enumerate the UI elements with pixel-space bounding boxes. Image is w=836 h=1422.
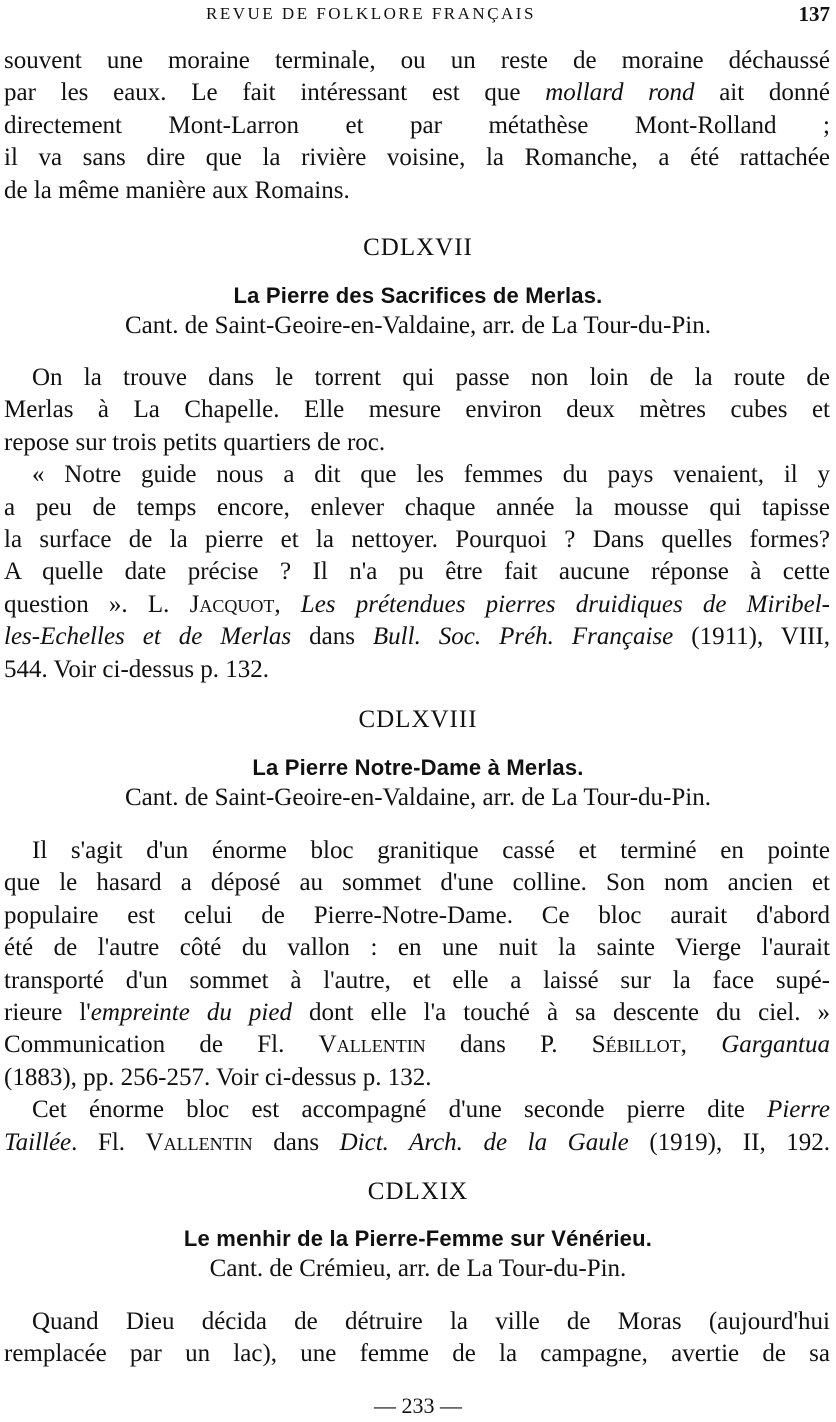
text-line: A quelle date précise ? Il n'a pu être fait aucune réponse à cette [4,558,830,586]
section-numeral-cdlxix: CDLXIX [367,1178,469,1205]
section-body-cdlxvii [4,362,830,686]
text-line: par les eaux. Le fait intéressant est que mollard rond ait donné [4,79,830,107]
italic-term: mollard rond [545,79,695,107]
section-location-cdlxvii: Cant. de Saint-Geoire-en-Valdaine, arr. de La Tour-du-Pin. [125,312,711,339]
text-line: Il s'agit d'un énorme bloc granitique cassé et terminé en pointe [32,837,830,864]
text-line: de la même manière aux Romains. [4,176,350,204]
text-line: Cet énorme bloc est accompagné d'une seconde pierre dite Pierre [32,1096,830,1124]
text-line: « Notre guide nous a dit que les femmes du pays venaient, il y [32,461,830,489]
text-line: Communication de Fl. Vallentin dans P. Sébillot, Gargantua [4,1031,831,1059]
text-line: Taillée. Fl. Vallentin dans Dict. Arch. de la Gaule (1919), II, 192. [4,1128,830,1156]
text-line: Quand Dieu décida de détruire la ville de Moras (aujourd'hui [32,1308,830,1335]
page-header [0,2,836,30]
section-location-cdlxviii: Cant. de Saint-Geoire-en-Valdaine, arr. de La Tour-du-Pin. [125,784,711,811]
text-line: a peu de temps encore, enlever chaque année la mousse qui tapisse [4,493,830,521]
text-line: (1883), pp. 256-257. Voir ci-dessus p. 132. [4,1063,432,1091]
text-line: On la trouve dans le torrent qui passe non loin de la route de [32,364,830,391]
top-page-number: 137 [798,2,830,26]
text-line: que le hasard a déposé au sommet d'une colline. Son nom ancien et [4,869,830,897]
author-name: Jacquot [189,590,275,618]
text-line: question ». L. Jacquot, Les prétendues pierres druidiques de Miribel- [4,590,830,618]
text-line: remplacée par un lac), une femme de la campagne, avertie de sa [4,1340,830,1368]
intro-paragraph [4,45,830,207]
text-line: les-Echelles et de Merlas dans Bull. Soc. Préh. Française (1911), VIII, [4,623,831,651]
text-line: souvent une moraine terminale, ou un reste de moraine déchaussé [4,47,830,74]
section-title-cdlxix: Le menhir de la Pierre-Femme sur Vénérieu. [183,1226,653,1251]
text-line: directement Mont-Larron et par métathèse Mont-Rolland ; [4,111,830,139]
text-line: Merlas à La Chapelle. Elle mesure environ deux mètres cubes et [4,396,830,424]
section-body-cdlxix [4,1306,830,1371]
text-line: rieure l'empreinte du pied dont elle l'a touché à sa descente du ciel. » [4,999,831,1027]
section-location-cdlxix: Cant. de Crémieu, arr. de La Tour-du-Pin. [209,1255,627,1282]
text-line: la surface de la pierre et la nettoyer. Pourquoi ? Dans quelles formes? [4,526,830,554]
section-title-cdlxviii: La Pierre Notre-Dame à Merlas. [252,755,584,780]
text-line: il va sans dire que la rivière voisine, la Romanche, a été rattachée [4,144,830,172]
section-title-cdlxvii: La Pierre des Sacrifices de Merlas. [233,283,603,308]
text-line: 544. Voir ci-dessus p. 132. [4,655,270,683]
text-line: transporté d'un sommet à l'autre, et elle a laissé sur la face supé- [4,966,830,994]
text-line: repose sur trois petits quartiers de roc. [4,428,386,456]
footer-page-number: — 233 — [374,1393,462,1418]
text-line: populaire est celui de Pierre-Notre-Dame. Ce bloc aurait d'abord [4,901,830,929]
section-body-cdlxviii [4,835,830,1159]
section-numeral-cdlxviii: CDLXVIII [358,706,478,733]
text-line: été de l'autre côté du vallon : en une nuit la sainte Vierge l'aurait [4,934,830,962]
running-title: REVUE DE FOLKLORE FRANÇAIS [206,4,536,23]
section-numeral-cdlxvii: CDLXVII [363,234,473,261]
